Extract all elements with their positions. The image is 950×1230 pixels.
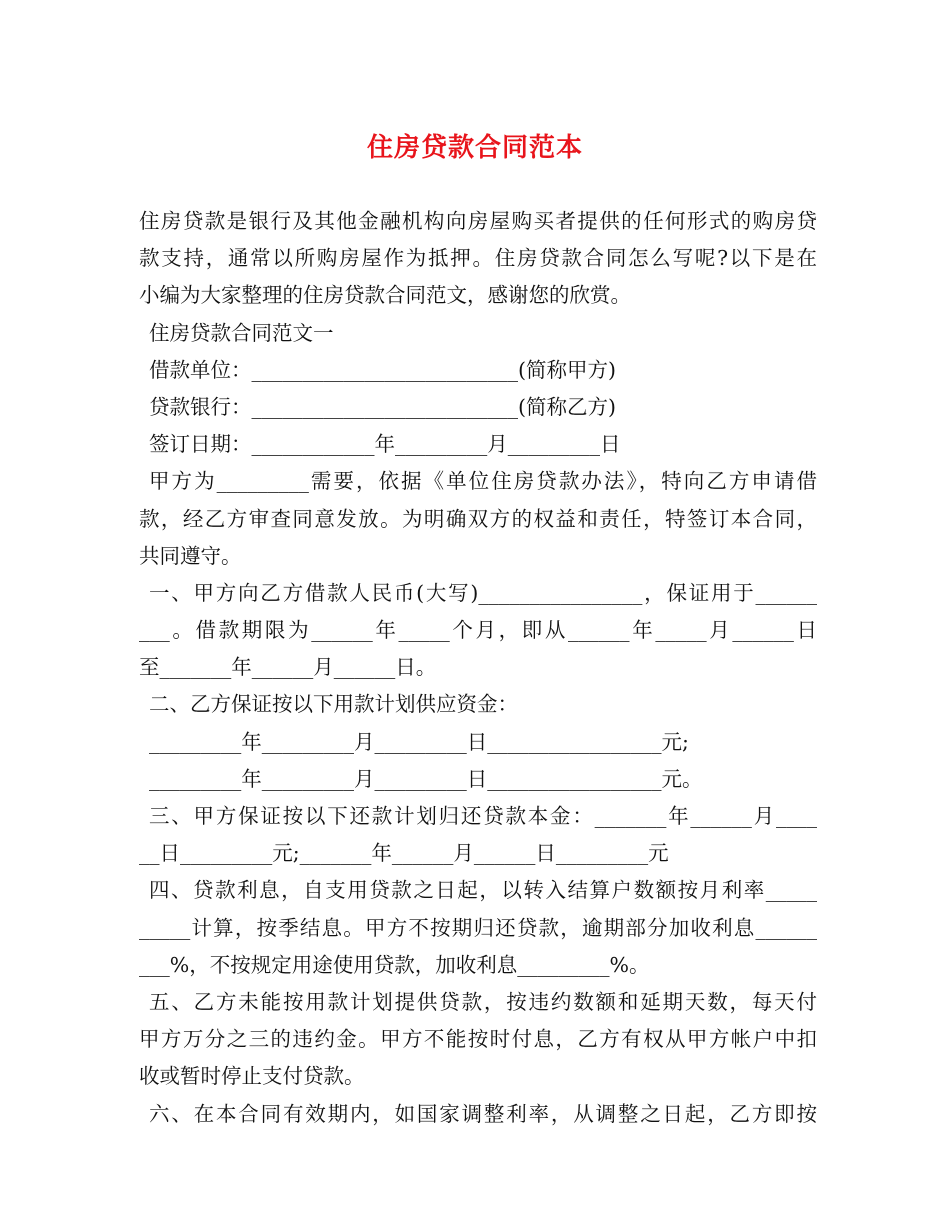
text-line: 住房贷款合同范文一 (149, 320, 334, 345)
text-line: ___%，不按规定用途使用贷款，加收利息_________%。 (139, 952, 650, 977)
text-line: 住房贷款是银行及其他金融机构向房屋购买者提供的任何形式的购房贷 (139, 209, 817, 233)
text-line: 借款单位：__________________________(简称甲方) (149, 357, 616, 382)
text-line: 四、贷款利息，自支用贷款之日起，以转入结算户数额按月利率_____ (149, 878, 817, 903)
document-body (139, 203, 817, 1133)
text-line: 三、甲方保证按以下还款计划归还贷款本金：_______年______月____ (149, 804, 817, 828)
text-line: 小编为大家整理的住房贷款合同范文，感谢您的欣赏。 (139, 283, 631, 308)
text-line: 一、甲方向乙方借款人民币(大写)________________，保证用于______ (149, 580, 817, 605)
text-line: 收或暂时停止支付贷款。 (139, 1064, 365, 1089)
text-line: _________年_________月_________日_________________元。 (149, 766, 703, 791)
text-line: 款支持，通常以所购房屋作为抵押。住房贷款合同怎么写呢?以下是在 (139, 246, 817, 271)
document-title: 住房贷款合同范本 (366, 133, 583, 163)
text-line: __日_________元;_______年______月______日_________元 (139, 841, 669, 866)
text-line: 款，经乙方审查同意发放。为明确双方的权益和责任，特签订本合同， (139, 506, 817, 531)
text-line: 至_______年______月______日。 (139, 655, 437, 680)
text-line: 五、乙方未能按用款计划提供贷款，按违约数额和延期天数，每天付 (149, 989, 817, 1014)
text-line: 二、乙方保证按以下用款计划供应资金： (149, 692, 518, 717)
text-line: 共同遵守。 (139, 543, 242, 568)
text-line: 甲方万分之三的违约金。甲方不能按时付息，乙方有权从甲方帐户中扣 (139, 1027, 817, 1052)
text-line: 甲方为_________需要，依据《单位住房贷款办法》，特向乙方申请借 (149, 469, 817, 494)
text-line: 贷款银行：__________________________(简称乙方) (149, 394, 616, 419)
text-line: 六、在本合同有效期内，如国家调整利率，从调整之日起，乙方即按 (149, 1101, 817, 1126)
text-line: _____计算，按季结息。甲方不按期归还贷款，逾期部分加收利息______ (139, 915, 817, 940)
text-line: _________年_________月_________日_________________元; (149, 729, 689, 754)
text-line: 签订日期：____________年_________月_________日 (149, 432, 621, 457)
text-line: ___。借款期限为______年_____个月，即从______年_____月______日 (139, 618, 817, 643)
